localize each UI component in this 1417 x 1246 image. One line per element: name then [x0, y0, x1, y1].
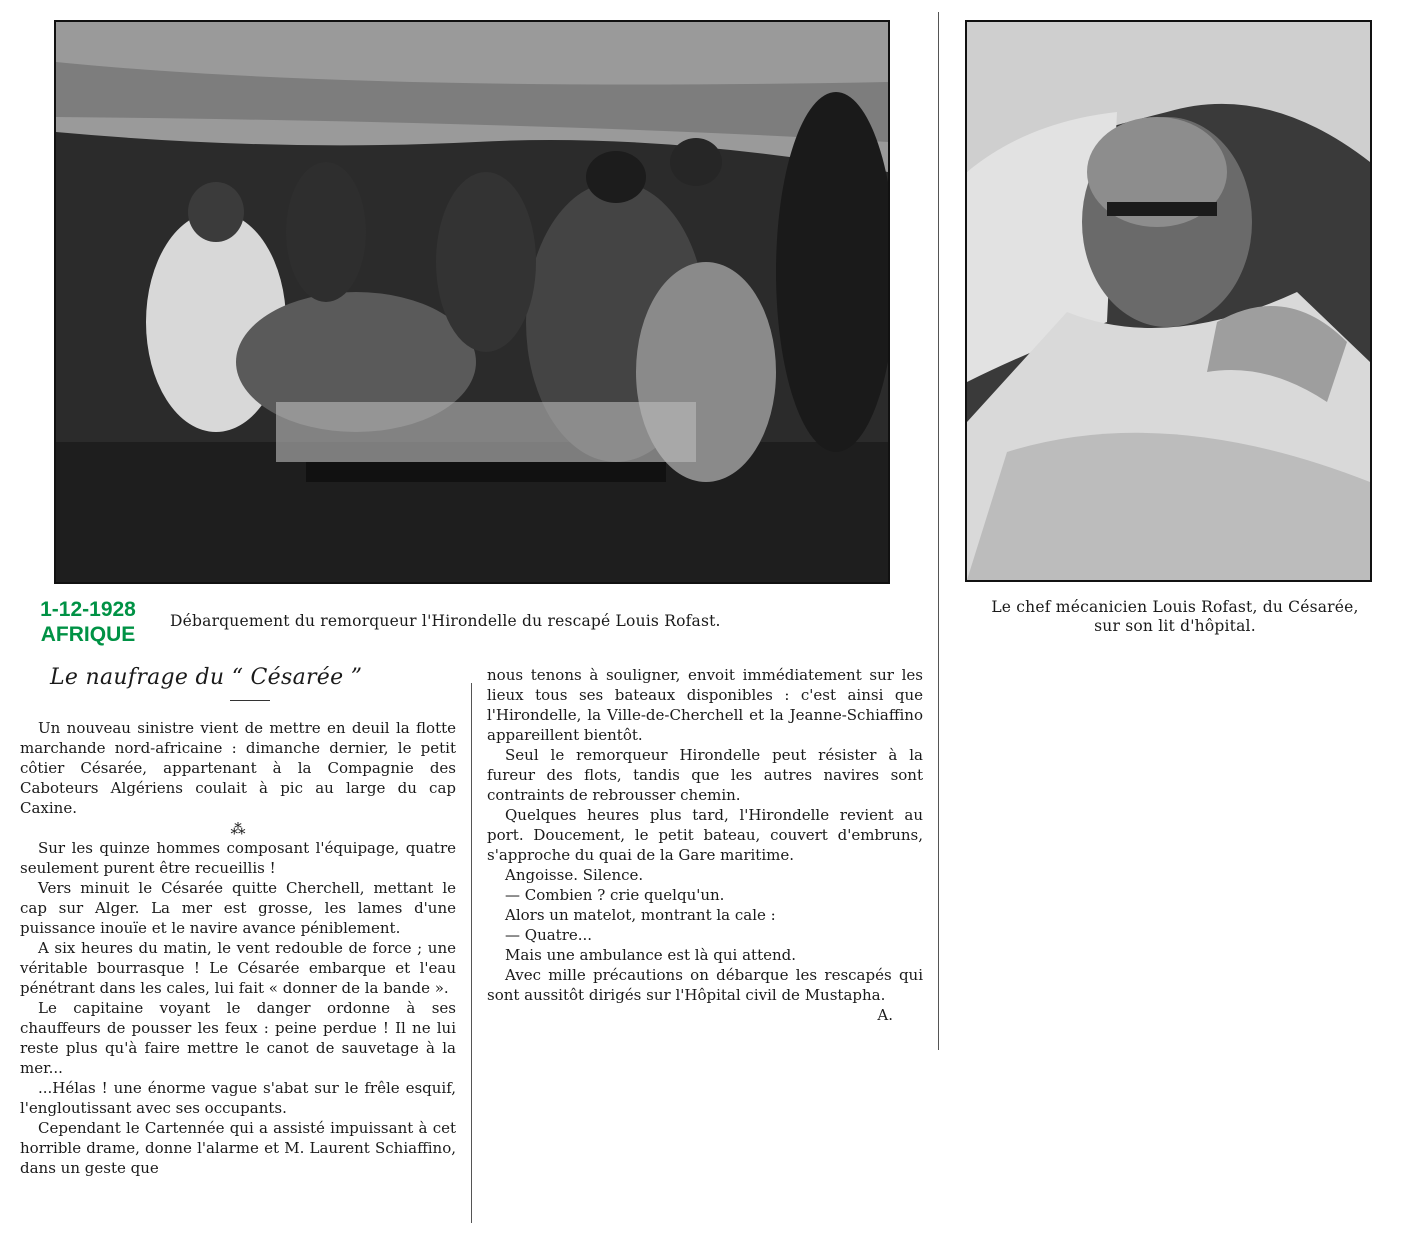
portrait-caption-line-2: sur son lit d'hôpital.	[1094, 617, 1256, 635]
paragraph: Vers minuit le Césarée quitte Cherchell, mettant le cap sur Alger. La mer est grosse, les lames d'une puissance inouïe et le navire avance péniblement.	[20, 879, 456, 937]
paragraph: Alors un matelot, montrant la cale :	[505, 906, 776, 924]
paragraph: — Combien ? crie quelqu'un.	[505, 886, 725, 904]
paragraph: — Quatre...	[505, 926, 593, 944]
article-title: Le naufrage du “ Césarée ”	[50, 665, 363, 690]
paragraph: Mais une ambulance est là qui attend.	[505, 946, 797, 964]
title-underline	[230, 700, 270, 701]
portrait-caption-line-1: Le chef mécanicien Louis Rofast, du Césarée,	[991, 598, 1359, 616]
paragraph: Un nouveau sinistre vient de mettre en deuil la flotte marchande nord-africaine : dimanche dernier, le petit côtier Césarée, appartenant à la Compagnie des Caboteurs Algériens coulait à pic au large du cap Caxine.	[20, 719, 456, 817]
stamp-date: 1-12-1928	[40, 598, 136, 621]
paragraph: Avec mille précautions on débarque les rescapés qui sont aussitôt dirigés sur l'Hôpital civil de Mustapha.	[487, 966, 923, 1004]
section-ornament: ⁂	[230, 820, 246, 838]
stamp-label: AFRIQUE	[40, 623, 136, 646]
paragraph: Quelques heures plus tard, l'Hirondelle revient au port. Doucement, le petit bateau, couvert d'embruns, s'approche du quai de la Gare maritime.	[487, 806, 923, 864]
portrait-photo-caption	[955, 598, 1395, 636]
column-divider	[471, 683, 472, 1223]
dock-photo-caption: Débarquement du remorqueur l'Hirondelle du rescapé Louis Rofast.	[170, 612, 721, 630]
hospital-portrait-image	[967, 22, 1370, 580]
article-column-2	[487, 665, 923, 1025]
paragraph: Angoisse. Silence.	[505, 866, 644, 884]
paragraph: ...Hélas ! une énorme vague s'abat sur le frêle esquif, l'engloutissant avec ses occupants.	[20, 1079, 456, 1117]
paragraph: Le capitaine voyant le danger ordonne à ses chauffeurs de pousser les feux : peine perdue ! Il ne lui reste plus qu'à faire mettre le canot de sauvetage à la mer...	[20, 999, 456, 1077]
paragraph: nous tenons à souligner, envoit immédiatement sur les lieux tous ses bateaux disponibles : c'est ainsi que l'Hirondelle, la Ville-de-Cherchell et la Jeanne-Schiaffino appareillent bientôt.	[487, 666, 923, 744]
paragraph: Seul le remorqueur Hirondelle peut résister à la fureur des flots, tandis que les autres navires sont contraints de rebrousser chemin.	[487, 746, 923, 804]
dock-photograph	[54, 20, 890, 584]
author-signature: A.	[877, 1006, 893, 1024]
paragraph: Cependant le Cartennée qui a assisté impuissant à cet horrible drame, donne l'alarme et M. Laurent Schiaffino, dans un geste que	[20, 1119, 456, 1177]
archive-date-stamp	[18, 597, 158, 647]
portrait-photograph	[965, 20, 1372, 582]
dock-scene-image	[56, 22, 888, 582]
article-column-1	[20, 718, 456, 1178]
paragraph: Sur les quinze hommes composant l'équipage, quatre seulement purent être recueillis !	[20, 839, 456, 877]
paragraph: A six heures du matin, le vent redouble de force ; une véritable bourrasque ! Le Césarée embarque et l'eau pénétrant dans les cales, lui fait « donner de la bande ».	[20, 939, 456, 997]
photo-divider	[938, 12, 939, 1050]
